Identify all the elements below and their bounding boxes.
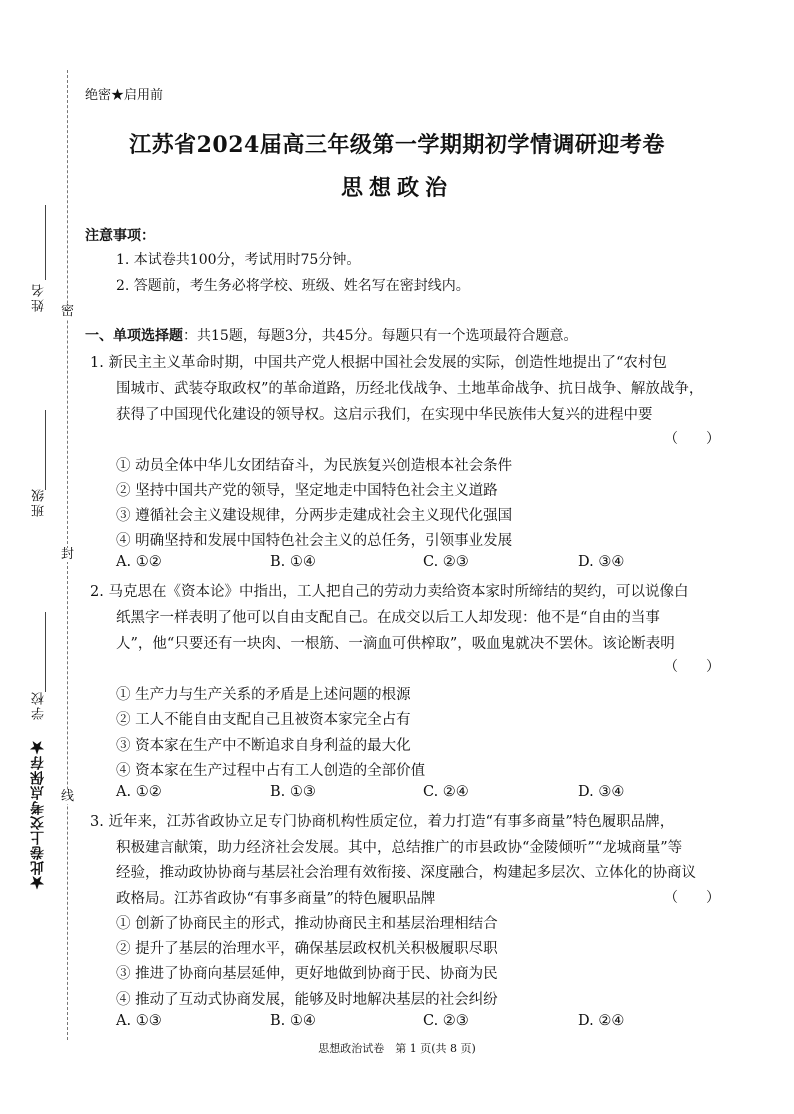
choice-d: D. ③④ <box>578 784 625 800</box>
question-1-line: 获得了中国现代化建设的领导权。这启示我们，在实现中华民族伟大复兴的进程中要 <box>116 407 653 423</box>
section-heading-bold: 一、单项选择题 <box>85 328 183 344</box>
option: ① 动员全体中华儿女团结奋斗，为民族复兴创造根本社会条件 <box>116 458 513 474</box>
option: ② 提升了基层的治理水平，确保基层政权机关积极履职尽职 <box>116 941 498 957</box>
question-2-line: 2. 马克思在《资本论》中指出，工人把自己的劳动力卖给资本家时所缔结的契约，可以说像白 <box>90 584 689 600</box>
choice-c: C. ②④ <box>423 784 469 800</box>
choice-a: A. ①② <box>116 784 162 800</box>
subject-title: 思想政治 <box>340 175 453 201</box>
seal-char-feng: 封 <box>61 547 75 562</box>
option: ② 工人不能自由支配自己且被资本家完全占有 <box>116 712 411 728</box>
choice-a: A. ①② <box>116 554 162 570</box>
choice-d: D. ②④ <box>578 1013 625 1029</box>
secret-tag: 绝密★启用前 <box>85 88 164 103</box>
choice-b: B. ①③ <box>270 784 316 800</box>
notice-item: 1. 本试卷共100分，考试用时75分钟。 <box>116 252 361 268</box>
question-3-line: 经验，推动政协协商与基层社会治理有效衔接、深度融合，构建起多层次、立体化的协商议 <box>116 865 696 881</box>
choice-c: C. ②③ <box>423 1013 469 1029</box>
question-1-line: 1. 新民主主义革命时期，中国共产党人根据中国社会发展的实际，创造性地提出了“农村包 <box>90 355 667 371</box>
question-1-line: 围城市、武装夺取政权”的革命道路，历经北伐战争、土地革命战争、抗日战争、解放战争， <box>116 381 704 397</box>
choice-a: A. ①③ <box>116 1013 162 1029</box>
class-label: 班级 <box>32 487 47 517</box>
option: ④ 推动了互动式协商发展，能够及时地解决基层的社会纠纷 <box>116 992 498 1008</box>
question-3-line: 政格局。江苏省政协“有事多商量”的特色履职品牌 <box>116 891 436 907</box>
notice-heading: 注意事项： <box>85 228 155 244</box>
choice-c: C. ②③ <box>423 554 469 570</box>
question-2-line: 纸黑字一样表明了他可以自由支配自己。在成交以后工人却发现：他不是“自由的当事 <box>116 610 660 626</box>
page-footer: 思想政治试卷 第 1 页(共 8 页) <box>318 1042 476 1055</box>
option: ④ 明确坚持和发展中国特色社会主义的总任务，引领事业发展 <box>116 533 513 549</box>
choice-d: D. ③④ <box>578 554 625 570</box>
question-2-line: 人”，他“只要还有一块肉、一根筋、一滴血可供榨取”，吸血鬼就决不罢休。该论断表明 <box>116 636 675 652</box>
answer-paren: （ ） <box>664 431 720 447</box>
page-title: 江苏省2024届高三年级第一学期期初学情调研迎考卷 <box>129 132 665 158</box>
choice-b: B. ①④ <box>270 1013 316 1029</box>
option: ③ 遵循社会主义建设规律，分两步走建成社会主义现代化强国 <box>116 508 513 524</box>
choice-b: B. ①④ <box>270 554 316 570</box>
option: ① 创新了协商民主的形式，推动协商民主和基层治理相结合 <box>116 916 498 932</box>
name-label: 姓名 <box>32 282 47 312</box>
school-underline <box>45 612 46 692</box>
answer-paren: （ ） <box>664 659 720 675</box>
section-desc: ：共15题，每题3分，共45分。每题只有一个选项最符合题意。 <box>183 328 578 344</box>
class-underline <box>45 410 46 490</box>
seal-char-mi: 密 <box>61 304 75 319</box>
option: ① 生产力与生产关系的矛盾是上述问题的根源 <box>116 687 411 703</box>
answer-paren: （ ） <box>664 890 720 906</box>
option: ④ 资本家在生产过程中占有工人创造的全部价值 <box>116 763 426 779</box>
option: ③ 资本家在生产中不断追求自身利益的最大化 <box>116 738 411 754</box>
notice-item: 2. 答题前，考生务必将学校、班级、姓名写在密封线内。 <box>116 278 470 294</box>
seal-char-xian: 线 <box>61 789 75 804</box>
option: ② 坚持中国共产党的领导，坚定地走中国特色社会主义道路 <box>116 483 498 499</box>
option: ③ 推进了协商向基层延伸，更好地做到协商于民、协商为民 <box>116 966 498 982</box>
section-heading <box>85 325 578 345</box>
question-3-line: 积极建言献策，助力经济社会发展。其中，总结推广的市县政协“金陵倾听”“龙城商量”等 <box>116 840 683 856</box>
name-underline <box>45 205 46 280</box>
school-label: 学校 <box>32 690 47 720</box>
keep-notice: ★此卷上交考点保存★ <box>30 740 46 890</box>
question-3-line: 3. 近年来，江苏省政协立足专门协商机构性质定位，着力打造“有事多商量”特色履职品牌， <box>90 814 675 830</box>
